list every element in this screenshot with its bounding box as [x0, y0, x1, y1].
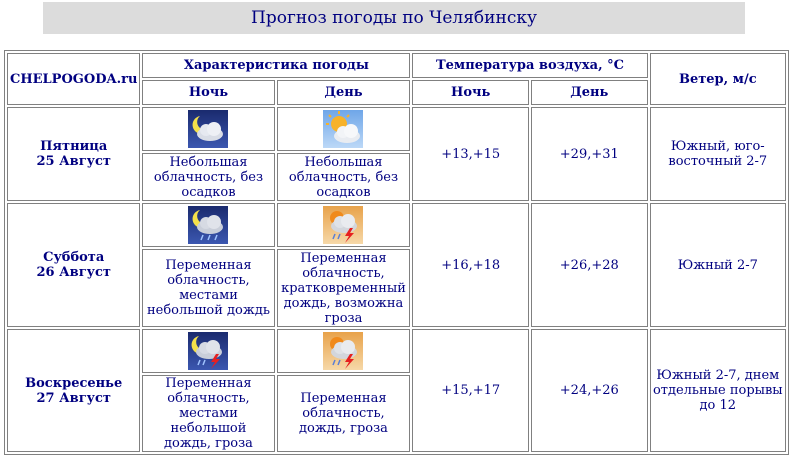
table-row — [7, 107, 786, 151]
night-description: Переменная облачность, местами небольшой дождь, гроза — [142, 375, 274, 452]
night-icon-cell — [142, 107, 274, 151]
day-cell — [7, 329, 140, 452]
day-description: Переменная облачность, дождь, гроза — [277, 375, 411, 452]
temp-day: +26,+28 — [531, 203, 648, 327]
night-icon-cell — [142, 329, 274, 373]
sun-cloud-icon — [323, 110, 363, 148]
night-description: Переменная облачность, местами небольшой дождь — [142, 249, 274, 327]
night-icon-cell — [142, 203, 274, 247]
wind-cell: Южный 2-7, днем отдельные порывы до 12 — [650, 329, 786, 452]
moon-cloud-rain-icon — [188, 206, 228, 244]
day-icon-cell — [277, 107, 411, 151]
weekday: Суббота — [43, 250, 105, 265]
night-description: Небольшая облачность, без осадков — [142, 153, 274, 201]
day-cell — [7, 107, 140, 201]
brand-label: CHELPOGODA.ru — [7, 53, 140, 105]
wind-cell: Южный 2-7 — [650, 203, 786, 327]
temperature-day-header: День — [531, 80, 648, 105]
table-row — [7, 329, 786, 373]
date: 26 Август — [36, 265, 111, 280]
temp-night: +16,+18 — [412, 203, 529, 327]
weather-day-header: День — [277, 80, 411, 105]
moon-cloud-thunderstorm-icon — [188, 332, 228, 370]
date: 27 Август — [36, 390, 111, 406]
temp-night: +13,+15 — [412, 107, 529, 201]
table-row — [7, 203, 786, 247]
temp-day: +29,+31 — [531, 107, 648, 201]
weekday: Воскресенье — [25, 375, 123, 391]
day-description: Переменная облачность, кратковременный дождь, возможна гроза — [277, 249, 411, 327]
weather-column-header: Характеристика погоды — [142, 53, 410, 78]
temperature-night-header: Ночь — [412, 80, 529, 105]
day-icon-cell — [277, 203, 411, 247]
weekday: Пятница — [40, 139, 108, 154]
date: 25 Август — [36, 154, 111, 169]
page-title: Прогноз погоды по Челябинску — [43, 2, 745, 34]
wind-cell: Южный, юго-восточный 2-7 — [650, 107, 786, 201]
temperature-column-header: Температура воздуха, °C — [412, 53, 647, 78]
weather-night-header: Ночь — [142, 80, 274, 105]
day-description: Небольшая облачность, без осадков — [277, 153, 411, 201]
sun-cloud-thunderstorm-icon — [323, 206, 363, 244]
day-cell — [7, 203, 140, 327]
moon-cloud-icon — [188, 110, 228, 148]
temp-night: +15,+17 — [412, 329, 529, 452]
temp-day: +24,+26 — [531, 329, 648, 452]
day-icon-cell — [277, 329, 411, 373]
forecast-table — [4, 50, 789, 455]
wind-column-header: Ветер, м/с — [650, 53, 786, 105]
sun-cloud-thunderstorm-icon — [323, 332, 363, 370]
